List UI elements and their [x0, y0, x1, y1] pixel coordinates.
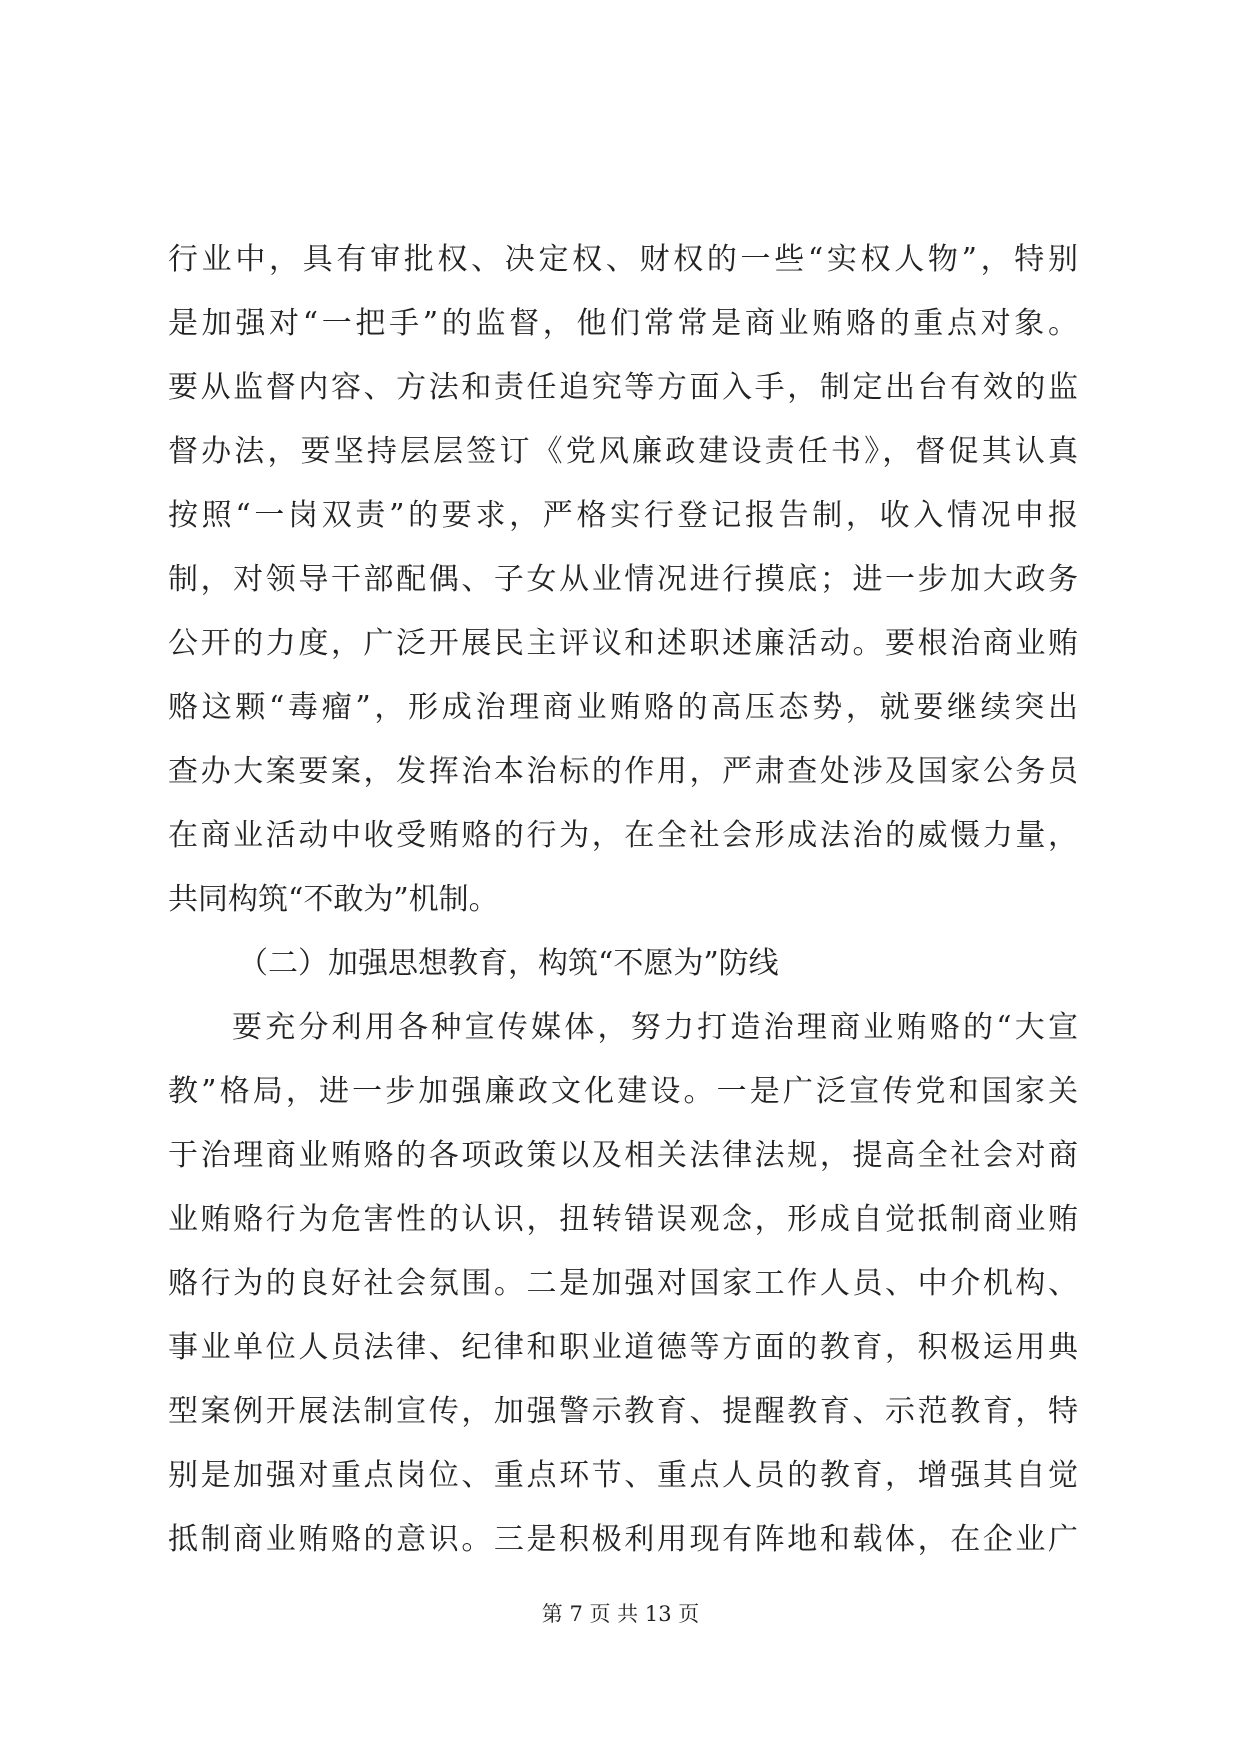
text-line: 要从监督内容、方法和责任追究等方面入手，制定出台有效的监	[168, 370, 1078, 405]
section-heading: （二）加强思想教育，构筑“不愿为”防线	[238, 946, 779, 981]
text-line: 别是加强对重点岗位、重点环节、重点人员的教育，增强其自觉	[168, 1458, 1078, 1493]
text-line: 教”格局，进一步加强廉政文化建设。一是广泛宣传党和国家关	[168, 1074, 1078, 1109]
page-footer: 第 7 页 共 13 页	[541, 1602, 700, 1626]
text-line: 公开的力度，广泛开展民主评议和述职述廉活动。要根治商业贿	[168, 626, 1078, 661]
text-line: 赂行为的良好社会氛围。二是加强对国家工作人员、中介机构、	[168, 1266, 1078, 1301]
text-line: 赂这颗“毒瘤”，形成治理商业贿赂的高压态势，就要继续突出	[168, 690, 1078, 725]
text-line: 督办法，要坚持层层签订《党风廉政建设责任书》，督促其认真	[168, 434, 1078, 469]
text-line: 要充分利用各种宣传媒体，努力打造治理商业贿赂的“大宣	[232, 1010, 1078, 1045]
text-line: 按照“一岗双责”的要求，严格实行登记报告制，收入情况申报	[168, 498, 1078, 533]
text-line: 查办大案要案，发挥治本治标的作用，严肃查处涉及国家公务员	[168, 754, 1078, 789]
body-text	[168, 228, 1078, 1572]
text-line: 是加强对“一把手”的监督，他们常常是商业贿赂的重点对象。	[168, 306, 1078, 341]
text-line: 共同构筑“不敢为”机制。	[168, 882, 499, 917]
text-line: 行业中，具有审批权、决定权、财权的一些“实权人物”，特别	[168, 242, 1078, 277]
text-line: 于治理商业贿赂的各项政策以及相关法律法规，提高全社会对商	[168, 1138, 1078, 1173]
text-line: 型案例开展法制宣传，加强警示教育、提醒教育、示范教育，特	[168, 1394, 1078, 1429]
text-line: 业贿赂行为危害性的认识，扭转错误观念，形成自觉抵制商业贿	[168, 1202, 1078, 1237]
text-line: 在商业活动中收受贿赂的行为，在全社会形成法治的威慑力量，	[168, 818, 1078, 853]
text-line: 事业单位人员法律、纪律和职业道德等方面的教育，积极运用典	[168, 1330, 1078, 1365]
text-line: 抵制商业贿赂的意识。三是积极利用现有阵地和载体，在企业广	[168, 1522, 1078, 1557]
text-line: 制，对领导干部配偶、子女从业情况进行摸底；进一步加大政务	[168, 562, 1078, 597]
